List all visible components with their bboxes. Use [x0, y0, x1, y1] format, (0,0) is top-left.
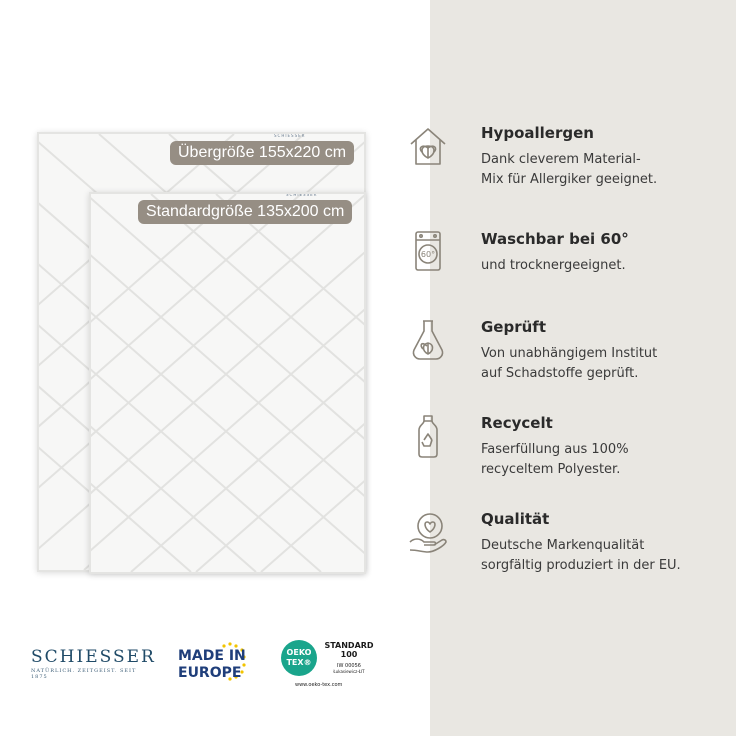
feature-title: Waschbar bei 60° [481, 230, 629, 248]
standard-text: STANDARD [324, 641, 374, 650]
feature-desc-line: Mix für Allergiker geeignet. [481, 172, 658, 187]
house-leaf-icon [408, 124, 448, 168]
recycle-bottle-icon [408, 414, 448, 458]
institute-name: Łukasiewicz-ŁIT [333, 669, 365, 674]
duvet-standard [89, 192, 366, 574]
washing-machine-60-icon [408, 230, 448, 274]
made-in-europe-logo [178, 640, 248, 688]
feature-desc-line: Dank cleverem Material- [481, 152, 641, 167]
made-in-text: MADE IN [178, 648, 246, 664]
tex-text: TEX® [286, 658, 312, 667]
feature-title: Geprüft [481, 318, 546, 336]
feature-title: Hypoallergen [481, 124, 594, 142]
schiesser-logo [31, 647, 156, 680]
certificate-code: IW 00056 [337, 663, 361, 669]
schiesser-wordmark: SCHIESSER [31, 647, 156, 667]
oeko-tex-badge [281, 640, 317, 676]
oeko-text: OEKO [286, 648, 312, 657]
feature-description [481, 536, 716, 576]
quilt-pattern [91, 194, 364, 572]
brand-tag: SCHIESSER [286, 192, 318, 197]
brand-tag: SCHIESSER [274, 133, 306, 138]
feature-description [481, 440, 716, 480]
hand-heart-icon [408, 510, 448, 554]
oeko-tex-logo [281, 637, 377, 695]
size-label-oversize: Übergröße 155x220 cm [170, 141, 354, 165]
oeko-tex-url: www.oeko-tex.com [295, 682, 343, 688]
europe-text: EUROPE [178, 665, 242, 681]
feature-desc-line: recyceltem Polyester. [481, 462, 621, 477]
feature-desc-line: und trocknergeeignet. [481, 258, 626, 273]
feature-desc-line: Von unabhängigem Institut [481, 346, 658, 361]
feature-title: Qualität [481, 510, 550, 528]
feature-title: Recycelt [481, 414, 553, 432]
feature-description [481, 150, 716, 190]
standard-number: 100 [340, 650, 358, 659]
flask-leaf-icon [408, 318, 448, 362]
size-label-standard: Standardgröße 135x200 cm [138, 200, 352, 224]
schiesser-slogan: NATÜRLICH. ZEITGEIST. SEIT 1875 [31, 668, 137, 680]
feature-description [481, 256, 716, 276]
svg-text:60°: 60° [420, 250, 436, 259]
feature-desc-line: Faserfüllung aus 100% [481, 442, 629, 457]
feature-description [481, 344, 716, 384]
feature-desc-line: sorgfältig produziert in der EU. [481, 558, 681, 573]
feature-desc-line: Deutsche Markenqualität [481, 538, 645, 553]
feature-desc-line: auf Schadstoffe geprüft. [481, 366, 639, 381]
